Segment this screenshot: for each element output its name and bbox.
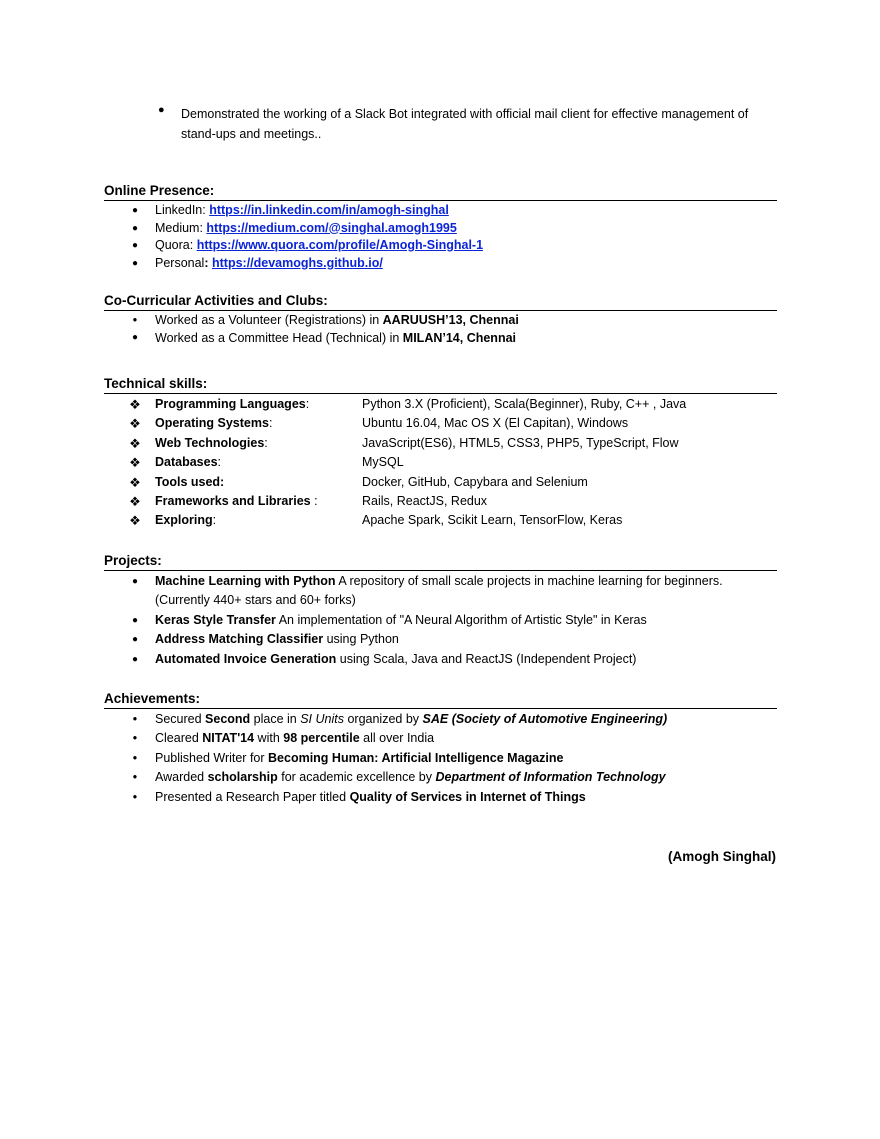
list-item bbox=[104, 630, 777, 649]
section-heading: Achievements: bbox=[104, 691, 777, 709]
list-item: • Presented a Research Paper titled Quality of Services in Internet of Things bbox=[104, 788, 777, 807]
bullet-marker: ● bbox=[131, 634, 139, 646]
project-title: Keras Style Transfer bbox=[155, 612, 276, 627]
skill-row bbox=[104, 511, 777, 530]
bullet-marker: ● bbox=[131, 576, 139, 587]
bullet-marker: ● bbox=[131, 257, 139, 269]
skill-row bbox=[104, 414, 777, 433]
activity-text: Worked as a Committee Head (Technical) in bbox=[155, 331, 403, 345]
list-item: • Secured Second place in SI Units organized by SAE (Society of Automotive Engineering) bbox=[104, 710, 777, 729]
list-item bbox=[104, 220, 777, 238]
bullet-marker: • bbox=[132, 712, 138, 726]
bullet-marker: ● bbox=[131, 653, 139, 665]
personal-separator: : bbox=[204, 255, 212, 270]
list-item bbox=[104, 611, 777, 630]
activity-event: MILAN’14, Chennai bbox=[402, 331, 517, 345]
project-title: Machine Learning with Python bbox=[155, 574, 336, 588]
diamond-bullet-icon: ❖ bbox=[129, 494, 141, 510]
bullet-marker: ● bbox=[131, 614, 139, 626]
skill-value: JavaScript(ES6), HTML5, CSS3, PHP5, TypeScript, Flow bbox=[362, 435, 679, 450]
section-heading: Co-Curricular Activities and Clubs: bbox=[104, 293, 777, 311]
project-description: using Scala, Java and ReactJS (Independent Project) bbox=[336, 651, 637, 666]
skill-category: Exploring: bbox=[155, 513, 217, 528]
project-description: using Python bbox=[323, 632, 399, 647]
diamond-bullet-icon: ❖ bbox=[129, 416, 141, 432]
project-title: Address Matching Classifier bbox=[155, 632, 324, 647]
bullet-marker: ● bbox=[131, 205, 139, 216]
project-description: An implementation of "A Neural Algorithm of Artistic Style" in Keras bbox=[275, 612, 647, 627]
list-item bbox=[104, 650, 777, 669]
list-item: • Cleared NITAT'14 with 98 percentile all over India bbox=[104, 729, 777, 748]
diamond-bullet-icon: ❖ bbox=[129, 513, 141, 529]
list-item: • Published Writer for Becoming Human: Artificial Intelligence Magazine bbox=[104, 749, 777, 768]
skill-value: MySQL bbox=[362, 455, 404, 470]
skill-category: Databases: bbox=[155, 455, 222, 470]
project-description: A repository of small scale projects in machine learning for beginners. bbox=[335, 574, 723, 588]
list-item: • Awarded scholarship for academic excellence by Department of Information Technology bbox=[104, 768, 777, 787]
list-item bbox=[104, 255, 777, 273]
list-item bbox=[104, 202, 777, 220]
diamond-bullet-icon: ❖ bbox=[129, 435, 141, 451]
quora-label: Quora: bbox=[155, 238, 197, 252]
skill-value: Docker, GitHub, Capybara and Selenium bbox=[362, 474, 588, 489]
bullet-marker: • bbox=[132, 770, 138, 785]
skill-category: Frameworks and Libraries : bbox=[155, 494, 318, 509]
bullet-marker: ● bbox=[131, 240, 139, 251]
bullet-text: Demonstrated the working of a Slack Bot integrated with official mail client for effective management of stand-ups and meetings.. bbox=[181, 107, 749, 141]
skill-category: Programming Languages: bbox=[155, 397, 310, 411]
achievements-section bbox=[104, 691, 777, 807]
section-heading: Online Presence: bbox=[104, 183, 777, 201]
bullet-marker: ● bbox=[158, 104, 165, 116]
linkedin-label: LinkedIn: bbox=[155, 203, 210, 217]
list-item bbox=[104, 311, 777, 329]
personal-link[interactable]: https://devamoghs.github.io/ bbox=[211, 255, 383, 270]
linkedin-link[interactable]: https://in.linkedin.com/in/amogh-singhal bbox=[209, 203, 449, 217]
technical-skills-section bbox=[104, 376, 777, 531]
activity-text: Worked as a Volunteer (Registrations) in bbox=[155, 313, 383, 327]
list-item bbox=[104, 237, 777, 255]
bullet-marker: • bbox=[132, 789, 138, 804]
list-item bbox=[104, 329, 777, 347]
skill-category: Operating Systems: bbox=[155, 416, 273, 431]
skill-value: Python 3.X (Proficient), Scala(Beginner), Ruby, C++ , Java bbox=[362, 397, 687, 411]
skill-row bbox=[104, 453, 777, 472]
co-curricular-section bbox=[104, 293, 777, 347]
skill-category: Web Technologies: bbox=[155, 435, 268, 450]
signature: (Amogh Singhal) bbox=[668, 849, 776, 864]
bullet-marker: • bbox=[132, 313, 138, 327]
section-heading: Projects: bbox=[104, 553, 777, 571]
section-heading: Technical skills: bbox=[104, 376, 777, 394]
bullet-marker: ● bbox=[131, 332, 139, 343]
medium-label: Medium: bbox=[155, 220, 207, 235]
bullet-marker: ● bbox=[131, 222, 139, 234]
skill-row bbox=[104, 395, 777, 414]
projects-section bbox=[104, 553, 777, 669]
project-stats: (Currently 440+ stars and 60+ forks) bbox=[155, 593, 356, 608]
skill-value: Rails, ReactJS, Redux bbox=[362, 494, 488, 509]
activity-event: AARUUSH’13, Chennai bbox=[382, 313, 519, 327]
diamond-bullet-icon: ❖ bbox=[129, 397, 141, 412]
bullet-marker: • bbox=[132, 750, 138, 765]
online-presence-section bbox=[104, 183, 777, 272]
list-item bbox=[104, 572, 777, 611]
skill-value: Ubuntu 16.04, Mac OS X (El Capitan), Windows bbox=[362, 416, 629, 431]
personal-label: Personal bbox=[155, 255, 205, 270]
skill-category: Tools used: bbox=[155, 474, 225, 489]
skill-row bbox=[104, 473, 777, 492]
quora-link[interactable]: https://www.quora.com/profile/Amogh-Singhal-1 bbox=[196, 238, 484, 252]
diamond-bullet-icon: ❖ bbox=[129, 474, 141, 490]
skill-row bbox=[104, 492, 777, 511]
bullet-marker: • bbox=[132, 731, 138, 746]
diamond-bullet-icon: ❖ bbox=[129, 455, 141, 471]
skill-value: Apache Spark, Scikit Learn, TensorFlow, Keras bbox=[362, 513, 623, 528]
medium-link[interactable]: https://medium.com/@singhal.amogh1995 bbox=[206, 220, 457, 235]
project-title: Automated Invoice Generation bbox=[155, 651, 337, 666]
skill-row bbox=[104, 434, 777, 453]
